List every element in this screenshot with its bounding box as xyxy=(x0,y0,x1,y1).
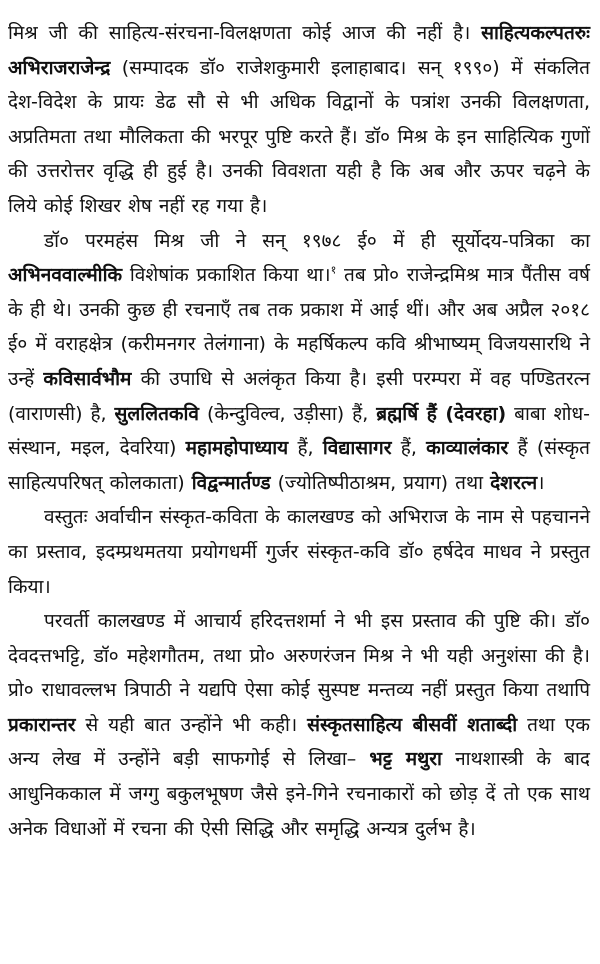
bold-term: काव्यालंकार xyxy=(426,437,509,460)
text-run: तब प्रो० राजेन्द्रमिश्र मात्र पैंतीस वर्ष के ही थे। उनकी कुछ ही रचनाएँ तब तक प्रकाश में आई थीं। और अब अप्रैल २०१८ ई० में वराहक्षेत्र (करीमनगर तेलंगाना) के महर्षिकल्प कवि श्रीभाष्यम् विजयसारथि ने उन्हें xyxy=(8,264,590,390)
text-run: परवर्ती कालखण्ड में आचार्य हरिदत्तशर्मा ने भी इस प्रस्ताव की पुष्टि की। डॉ० देवदत्तभट्टि, डॉ० महेशगौतम, तथा प्रो० अरुणरंजन मिश्र ने भी यही अनुशंसा की है। प्रो० राधावल्लभ त्रिपाठी ने यद्यपि ऐसा कोई सुस्पष्ट मन्तव्य नहीं प्रस्तुत किया तथापि xyxy=(8,610,590,702)
text-run: हैं (संस्कृत साहित्यपरिषत् कोलकाता) xyxy=(8,437,590,494)
text-run: हैं, xyxy=(288,437,323,460)
text-run: हैं, xyxy=(391,437,427,460)
bold-term: देशरत्न xyxy=(490,471,538,494)
bold-term: महामहोपाध्याय xyxy=(185,437,289,460)
bold-term: सुललितकवि xyxy=(114,402,199,425)
text-run: बाबा शोध-संस्थान, मइल, देवरिया) xyxy=(8,402,590,460)
text-run: मिश्र जी की साहित्य-संरचना-विलक्षणता कोई आज की नहीं है। xyxy=(8,22,482,44)
paragraph-2 xyxy=(8,224,590,501)
bold-term: विद्यासागर xyxy=(322,437,392,460)
footnote-marker: १ xyxy=(330,263,337,277)
bold-term: संस्कृतसाहित्य बीसवीं शताब्दी xyxy=(307,713,518,736)
text-run: (केन्दुविल्व, उड़ीसा) हैं, xyxy=(198,402,377,425)
bold-term: अभिनववाल्मीकि xyxy=(8,264,123,287)
text-run: विशेषांक प्रकाशित किया था। xyxy=(122,264,331,287)
text-run: की उपाधि से अलंकृत किया है। इसी परम्परा में वह पण्डितरत्न (वाराणसी) है, xyxy=(8,367,590,425)
bold-term: कविसार्वभौम xyxy=(43,367,132,390)
text-run: से यही बात उन्होंने भी कही। xyxy=(75,713,308,736)
paragraph-1 xyxy=(8,16,590,224)
paragraph-4 xyxy=(8,604,590,846)
bold-term: साहित्यकल्पतरुः अभिराजराजेन्द्र xyxy=(8,22,590,79)
text-run: नाथशास्त्री के बाद आधुनिककाल में जग्गु बकुलभूषण जैसे इने-गिने रचनाकारों को छोड़ दें तो एक साथ अनेक विधाओं में रचना की ऐसी सिद्धि और समृद्धि अन्यत्र दुर्लभ है। xyxy=(8,748,590,840)
bold-term: विद्वन्मार्तण्ड xyxy=(191,471,271,494)
bold-term: ब्रह्मर्षि हैं (देवरहा) xyxy=(376,402,507,425)
bold-term: प्रकारान्तर xyxy=(8,713,76,736)
text-run: डॉ० परमहंस मिश्र जी ने सन् १९७८ ई० में ही सूर्योदय-पत्रिका का xyxy=(44,229,590,252)
text-run: तथा एक अन्य लेख में उन्होंने बड़ी साफगोई से लिखा– xyxy=(8,713,590,771)
text-run: (सम्पादक डॉ० राजेशकुमारी इलाहाबाद। सन् १९९०) में संकलित देश-विदेश के प्रायः डेढ सौ से भी अधिक विद्वानों के पत्रांश उनकी विलक्षणता, अप्रतिमता तथा मौलिकता की भरपूर पुष्टि करते हैं। डॉ० मिश्र के इन साहित्यिक गुणों की उत्तरोत्तर वृद्धि ही हुई है। उनकी विवशता यही है कि अब और ऊपर चढ़ने के लिये कोई शिखर शेष नहीं रह गया है। xyxy=(8,56,590,217)
text-run: (ज्योतिष्पीठाश्रम, प्रयाग) तथा xyxy=(270,471,491,494)
bold-term: भट्ट मथुरा xyxy=(369,748,442,771)
text-run: । xyxy=(537,471,545,494)
text-run: वस्तुतः अर्वाचीन संस्कृत-कविता के कालखण्ड को अभिराज के नाम से पहचानने का प्रस्ताव, इदम्प्रथमतया प्रयोगधर्मी गुर्जर संस्कृत-कवि डॉ० हर्षदेव माधव ने प्रस्तुत किया। xyxy=(8,506,590,598)
paragraph-3 xyxy=(8,500,590,604)
